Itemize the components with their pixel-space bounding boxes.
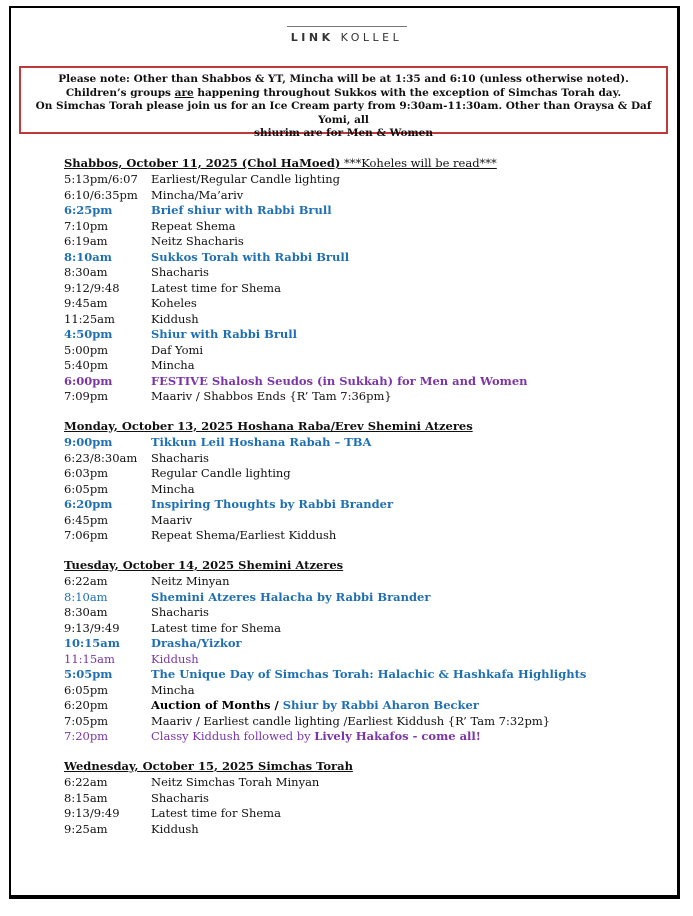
schedule-row	[64, 621, 644, 637]
row-desc: Drasha/Yizkor	[151, 636, 242, 650]
row-desc: Shacharis	[151, 265, 209, 279]
row-time: 6:45pm	[64, 512, 109, 527]
section-heading: Monday, October 13, 2025 Hoshana Raba/Erev Shemini Atzeres	[64, 419, 473, 433]
schedule-row	[64, 312, 644, 328]
row-time: 10:15am	[64, 636, 120, 650]
row-desc-part: Auction of Months /	[151, 698, 283, 712]
row-desc: Latest time for Shema	[151, 620, 281, 635]
row-time: 6:00pm	[64, 373, 113, 388]
schedule-row	[64, 528, 644, 544]
row-time: 9:45am	[64, 296, 108, 310]
logo-brand: LINK	[290, 31, 334, 44]
row-time: 6:22am	[64, 775, 108, 789]
row-desc: Koheles	[151, 296, 197, 310]
schedule-row	[64, 172, 644, 188]
row-desc: Shacharis	[151, 450, 209, 465]
logo-text	[0, 31, 693, 44]
row-time: 5:13pm/6:07	[64, 172, 138, 186]
row-time: 6:20pm	[64, 497, 113, 511]
heading-text: Shabbos, October 11, 2025 (Chol HaMoed)	[64, 156, 341, 170]
row-desc: Maariv / Shabbos Ends {R’ Tam 7:36pm}	[151, 389, 392, 403]
row-desc: Maariv	[151, 512, 193, 527]
row-time: 11:15am	[64, 651, 115, 666]
row-time: 5:40pm	[64, 358, 109, 372]
row-time: 8:10am	[64, 249, 112, 264]
row-time: 7:10pm	[64, 218, 109, 233]
schedule-row	[64, 374, 644, 390]
notice-line: shiurim are for Men & Women	[254, 127, 433, 139]
row-time: 8:15am	[64, 790, 108, 805]
row-desc: Kiddush	[151, 311, 199, 326]
schedule-row	[64, 775, 644, 791]
row-time: 6:03pm	[64, 466, 109, 480]
row-time: 8:30am	[64, 605, 108, 619]
schedule-row	[64, 466, 644, 482]
schedule-row	[64, 729, 644, 745]
monday-section	[64, 419, 644, 544]
link-kollel-logo	[0, 26, 693, 44]
row-time: 11:25am	[64, 311, 115, 326]
row-time: 6:19am	[64, 234, 108, 248]
row-desc: Latest time for Shema	[151, 280, 281, 295]
notice-line: On Simchas Torah please join us for an Ice Cream party from 9:30am-11:30am. Other than Oraysa & Daf Yomi, all	[35, 100, 652, 126]
row-time: 9:00pm	[64, 435, 113, 449]
schedule-row	[64, 296, 644, 312]
schedule-row	[64, 327, 644, 343]
row-time: 5:05pm	[64, 667, 113, 681]
row-desc: Shacharis	[151, 605, 209, 619]
schedule-row	[64, 806, 644, 822]
schedule-row	[64, 281, 644, 297]
schedule-row	[64, 389, 644, 405]
row-desc: Maariv / Earliest candle lighting /Earliest Kiddush {R’ Tam 7:32pm}	[151, 713, 551, 728]
row-desc: Mincha	[151, 682, 195, 697]
schedule-row	[64, 451, 644, 467]
row-desc: Mincha	[151, 358, 195, 372]
heading-note: ***Koheles will be read***	[340, 156, 497, 170]
section-heading	[64, 156, 644, 172]
schedule-row	[64, 667, 644, 683]
row-desc: Neitz Minyan	[151, 574, 230, 588]
notice-box	[19, 66, 668, 139]
row-time: 9:12/9:48	[64, 280, 120, 295]
row-desc: Mincha/Ma’ariv	[151, 187, 244, 202]
row-desc: Kiddush	[151, 821, 199, 836]
logo-rule	[287, 26, 407, 27]
notice-line	[21, 87, 666, 101]
row-desc: FESTIVE Shalosh Seudos (in Sukkah) for Men and Women	[151, 373, 528, 388]
row-time: 6:05pm	[64, 682, 109, 697]
row-desc: Latest time for Shema	[151, 806, 281, 820]
row-time: 5:00pm	[64, 342, 109, 357]
row-desc-part: Lively Hakafos - come all!	[314, 729, 481, 743]
schedule-row	[64, 574, 644, 590]
row-desc	[151, 698, 644, 714]
row-desc: Shacharis	[151, 790, 209, 805]
schedule-row	[64, 358, 644, 374]
row-time: 8:30am	[64, 265, 108, 279]
schedule-row	[64, 683, 644, 699]
row-time: 8:10am	[64, 589, 108, 604]
schedule-row	[64, 698, 644, 714]
row-desc: Regular Candle lighting	[151, 466, 291, 480]
row-time: 6:23/8:30am	[64, 450, 138, 465]
shabbos-section	[64, 156, 644, 405]
schedule-row	[64, 203, 644, 219]
row-desc: Inspiring Thoughts by Rabbi Brander	[151, 497, 394, 511]
schedule-row	[64, 822, 644, 838]
row-time: 6:20pm	[64, 698, 109, 712]
row-desc: Repeat Shema/Earliest Kiddush	[151, 528, 337, 542]
schedule-row	[64, 497, 644, 513]
logo-name: KOLLEL	[340, 31, 403, 44]
schedule-row	[64, 234, 644, 250]
row-desc-part: Shiur by Rabbi Aharon Becker	[282, 698, 479, 712]
schedule-row	[64, 188, 644, 204]
schedule-row	[64, 791, 644, 807]
schedule-row	[64, 482, 644, 498]
wednesday-section	[64, 759, 644, 837]
row-desc: Tikkun Leil Hoshana Rabah – TBA	[151, 435, 372, 449]
notice-emphasis: are	[174, 86, 194, 99]
row-time: 7:06pm	[64, 528, 109, 542]
row-desc: Shiur with Rabbi Brull	[151, 327, 298, 341]
schedule-row	[64, 714, 644, 730]
row-desc: Repeat Shema	[151, 218, 236, 233]
schedule-row	[64, 265, 644, 281]
schedule-row	[64, 605, 644, 621]
row-time: 6:10/6:35pm	[64, 187, 138, 202]
row-time: 7:05pm	[64, 713, 109, 728]
row-desc	[151, 729, 644, 745]
row-desc: Brief shiur with Rabbi Brull	[151, 203, 332, 217]
row-time: 6:25pm	[64, 203, 113, 217]
schedule-row	[64, 513, 644, 529]
notice-line: Please note: Other than Shabbos & YT, Mincha will be at 1:35 and 6:10 (unless otherwise noted).	[58, 73, 629, 85]
notice-text: Children’s groups	[65, 86, 175, 99]
schedule-row	[64, 590, 644, 606]
row-time: 7:09pm	[64, 389, 109, 403]
row-time: 6:05pm	[64, 481, 109, 496]
tuesday-section	[64, 558, 644, 745]
row-desc: Daf Yomi	[151, 342, 204, 357]
row-desc-part: Classy Kiddush followed by	[151, 729, 315, 743]
section-heading: Tuesday, October 14, 2025 Shemini Atzeres	[64, 558, 344, 572]
row-time: 9:13/9:49	[64, 620, 120, 635]
section-heading: Wednesday, October 15, 2025 Simchas Torah	[64, 759, 353, 773]
notice-text: happening throughout Sukkos with the exception of Simchas Torah day.	[193, 86, 622, 99]
row-desc: Mincha	[151, 481, 195, 496]
row-desc: Earliest/Regular Candle lighting	[151, 172, 340, 186]
row-desc: Shemini Atzeres Halacha by Rabbi Brander	[151, 589, 431, 604]
row-time: 7:20pm	[64, 729, 109, 743]
schedule-row	[64, 250, 644, 266]
schedule-row	[64, 652, 644, 668]
row-time: 9:13/9:49	[64, 806, 120, 820]
schedule-row	[64, 343, 644, 359]
row-time: 9:25am	[64, 821, 108, 836]
schedule-row	[64, 636, 644, 652]
row-desc: Neitz Shacharis	[151, 234, 244, 248]
row-desc: Kiddush	[151, 651, 199, 666]
row-desc: The Unique Day of Simchas Torah: Halachic & Hashkafa Highlights	[151, 667, 587, 681]
row-desc: Sukkos Torah with Rabbi Brull	[151, 249, 350, 264]
row-desc: Neitz Simchas Torah Minyan	[151, 775, 320, 789]
row-time: 4:50pm	[64, 327, 113, 341]
schedule-row	[64, 219, 644, 235]
row-time: 6:22am	[64, 574, 108, 588]
schedule-row	[64, 435, 644, 451]
